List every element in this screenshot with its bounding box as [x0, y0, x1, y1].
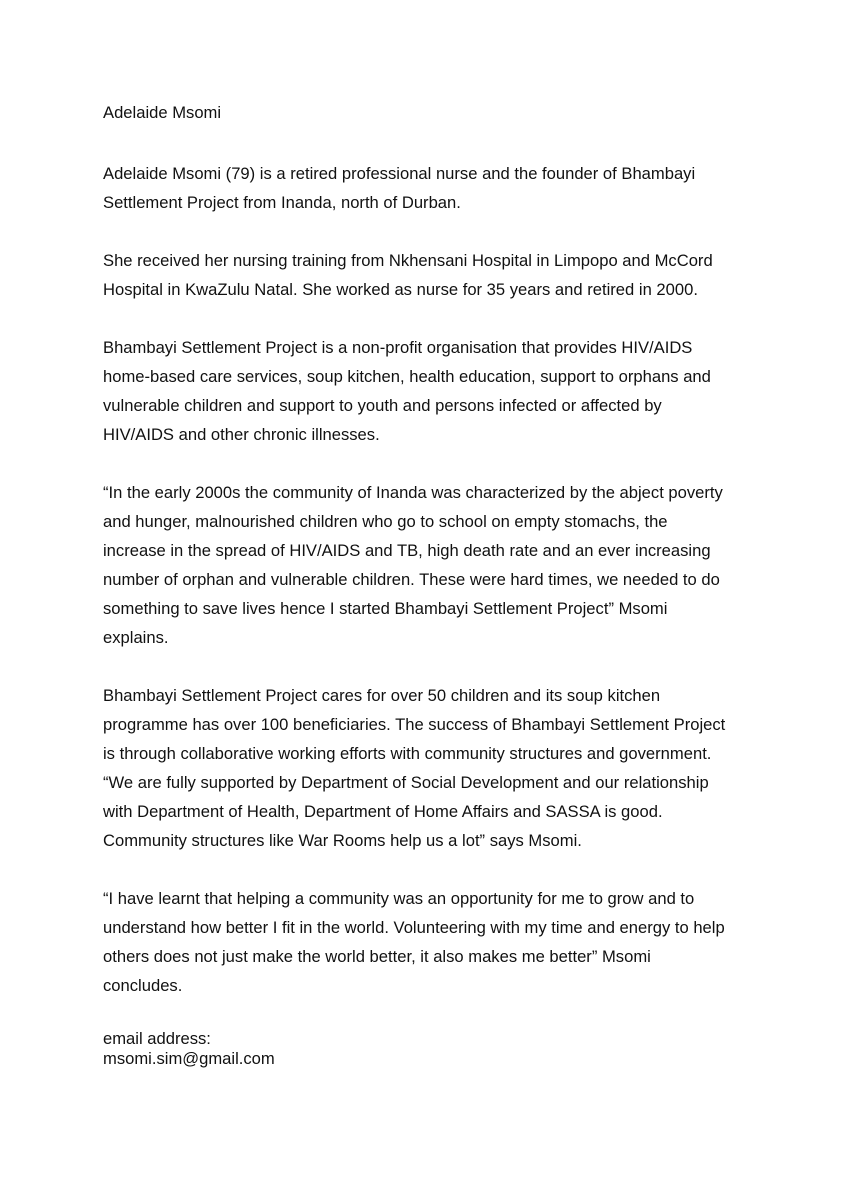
paragraph-line: Community structures like War Rooms help us a lot” says Msomi. — [103, 831, 582, 850]
paragraph — [103, 478, 763, 652]
paragraph-line: Hospital in KwaZulu Natal. She worked as nurse for 35 years and retired in 2000. — [103, 280, 698, 299]
paragraph-line: others does not just make the world better, it also makes me better” Msomi — [103, 947, 651, 966]
paragraph-line: vulnerable children and support to youth and persons infected or affected by — [103, 396, 662, 415]
paragraph-line: and hunger, malnourished children who go to school on empty stomachs, the — [103, 512, 668, 531]
paragraph-line: with Department of Health, Department of Home Affairs and SASSA is good. — [103, 802, 663, 821]
paragraph-line: “In the early 2000s the community of Inanda was characterized by the abject poverty — [103, 483, 723, 502]
email-address: msomi.sim@gmail.com — [103, 1049, 275, 1068]
paragraph-line: Settlement Project from Inanda, north of Durban. — [103, 193, 461, 212]
paragraph — [103, 159, 763, 217]
paragraph-line: “I have learnt that helping a community was an opportunity for me to grow and to — [103, 889, 695, 908]
paragraph — [103, 681, 763, 855]
paragraph-line: She received her nursing training from Nkhensani Hospital in Limpopo and McCord — [103, 251, 713, 270]
paragraph-line: Adelaide Msomi (79) is a retired professional nurse and the founder of Bhambayi — [103, 164, 696, 183]
paragraph — [103, 246, 763, 304]
paragraph-line: something to save lives hence I started Bhambayi Settlement Project” Msomi — [103, 599, 668, 618]
paragraph-line: concludes. — [103, 976, 183, 995]
paragraph-list — [103, 159, 763, 1000]
paragraph-line: home-based care services, soup kitchen, health education, support to orphans and — [103, 367, 711, 386]
paragraph-line: Bhambayi Settlement Project cares for over 50 children and its soup kitchen — [103, 686, 661, 705]
paragraph — [103, 884, 763, 1000]
paragraph — [103, 333, 763, 449]
paragraph-line: programme has over 100 beneficiaries. The success of Bhambayi Settlement Project — [103, 715, 726, 734]
paragraph-line: HIV/AIDS and other chronic illnesses. — [103, 425, 380, 444]
paragraph-line: increase in the spread of HIV/AIDS and TB, high death rate and an ever increasing — [103, 541, 711, 560]
paragraph-line: Bhambayi Settlement Project is a non-profit organisation that provides HIV/AIDS — [103, 338, 693, 357]
contact-block — [103, 1029, 763, 1069]
paragraph-line: number of orphan and vulnerable children. These were hard times, we needed to do — [103, 570, 720, 589]
document-body — [103, 101, 763, 1069]
paragraph-line: understand how better I fit in the world. Volunteering with my time and energy to help — [103, 918, 725, 937]
paragraph-line: is through collaborative working efforts with community structures and government. — [103, 744, 712, 763]
document-title: Adelaide Msomi — [103, 103, 222, 122]
paragraph-line: “We are fully supported by Department of Social Development and our relationship — [103, 773, 709, 792]
paragraph-line: explains. — [103, 628, 169, 647]
email-label: email address: — [103, 1029, 211, 1048]
